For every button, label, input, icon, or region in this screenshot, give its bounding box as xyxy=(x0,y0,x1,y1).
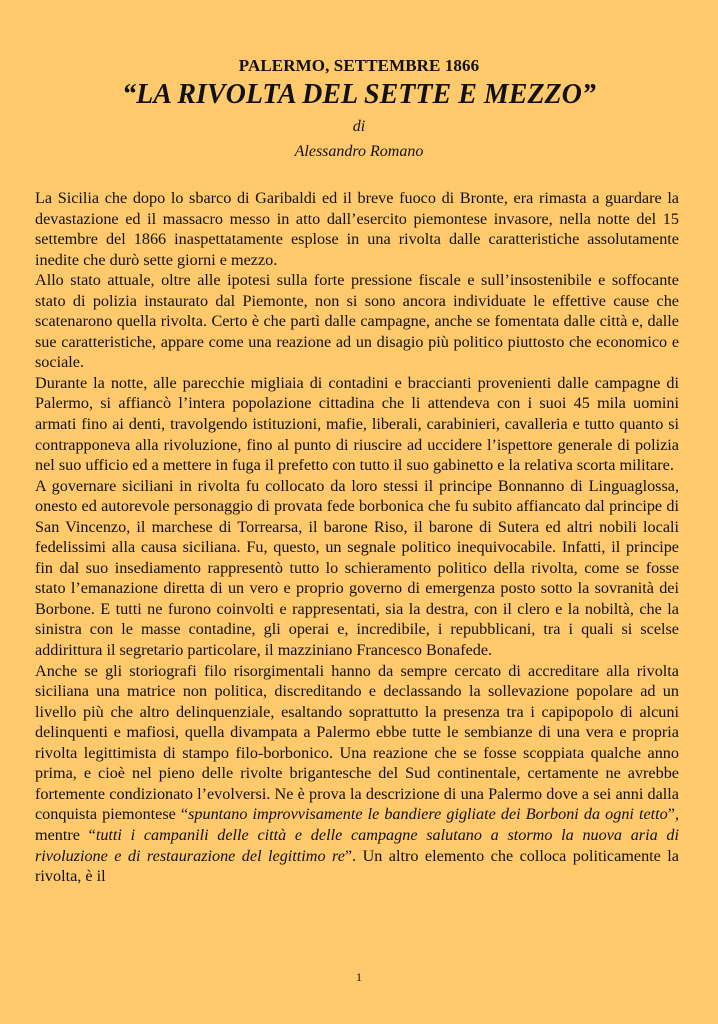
paragraph-4: A governare siciliani in rivolta fu collocato da loro stessi il principe Bonnanno di Linguaglossa, onesto ed autorevole personaggio di provata fede borbonica che fu subito affiancato dal principe di San Vincenzo, il marchese di Torrearsa, il barone Riso, il barone di Sutera ed altri nobili locali fedelissimi alla causa siciliana. Fu, questo, un segnale politico inequivocabile. Infatti, il principe fin dal suo insediamento rappresentò tutto lo schieramento politico della rivolta, come se fosse stato l’emanazione diretta di un vero e proprio governo di emergenza posto sotto la sovranità dei Borbone. E tutti ne furono coinvolti e rappresentati, sia la destra, con il clero e la nobiltà, che la sinistra con le masse contadine, gli operai e, incredibile, i repubblicani, tra i quali si scelse addirittura il segretario particolare, il mazziniano Francesco Bonafede. xyxy=(35,476,679,660)
paragraph-5-text-middle: ”, mentre “ xyxy=(35,805,679,844)
article-body xyxy=(35,188,679,887)
paragraph-1: La Sicilia che dopo lo sbarco di Garibaldi ed il breve fuoco di Bronte, era rimasta a guardare la devastazione ed il massacro messo in atto dall’esercito piemontese invasore, nella notte del 15 settembre del 1866 inaspettatamente esplose in una rivolta dalle caratteristiche assolutamente inedite che durò sette giorni e mezzo. xyxy=(35,189,679,269)
paragraph-5-quote-1: spuntano improvvisamente le bandiere gigliate dei Borboni da ogni tetto xyxy=(188,805,668,824)
byline-di: di xyxy=(352,118,366,135)
page-number: 1 xyxy=(356,970,362,984)
location-date-heading: PALERMO, SETTEMBRE 1866 xyxy=(238,56,480,75)
author-name: Alessandro Romano xyxy=(294,143,424,160)
paragraph-5-quote-2: tutti i campanili delle città e delle campagne salutano a stormo la nuova aria di rivoluzione e di restaurazione del legittimo re xyxy=(35,825,679,865)
paragraph-2: Allo stato attuale, oltre alle ipotesi sulla forte pressione fiscale e sull’insostenibile e soffocante stato di polizia instaurato dal Piemonte, non si sono ancora individuate le effettive cause che scatenarono quella rivolta. Certo è che partì dalle campagne, anche se fomentata dalle città e, dalle sue caratteristiche, appare come una reazione ad un disagio più politico piuttosto che economico e sociale. xyxy=(35,271,679,372)
paragraph-5 xyxy=(35,661,679,887)
paragraph-5-text-after: ”. Un altro elemento che colloca politicamente la rivolta, è il xyxy=(35,846,679,886)
paragraph-3: Durante la notte, alle parecchie migliaia di contadini e braccianti provenienti dalle campagne di Palermo, si affiancò l’intera popolazione cittadina che li attendeva con i suoi 45 mila uomini armati fino ai denti, travolgendo istituzioni, mafie, liberali, carabinieri, cavalleria e tutto quanto si contrapponeva alla rivoluzione, fino al punto di riuscire ad uccidere l’ispettore generale di polizia nel suo ufficio ed a mettere in fuga il prefetto con tutto il suo gabinetto e la relativa scorta militare. xyxy=(35,373,679,475)
document-title: “LA RIVOLTA DEL SETTE E MEZZO” xyxy=(122,79,596,110)
paragraph-5-text-before: Anche se gli storiografi filo risorgimentali hanno da sempre cercato di accreditare alla rivolta siciliana una matrice non politica, discreditando e declassando la sollevazione popolare ad un livello più che altro delinquenziale, esaltando soprattutto la presenza tra i capipopolo di alcuni delinquenti e mafiosi, quella divampata a Palermo ebbe tutte le sembianze di una vera e propria rivolta legittimista di stampo filo-borbonico. Una reazione che se fosse scoppiata qualche anno prima, e cioè nel pieno delle rivolte brigantesche del Sud continentale, certamente ne avrebbe fortemente condizionato l’evolversi. Ne è prova la descrizione di una Palermo dove a sei anni dalla conquista piemontese “ xyxy=(35,661,679,824)
